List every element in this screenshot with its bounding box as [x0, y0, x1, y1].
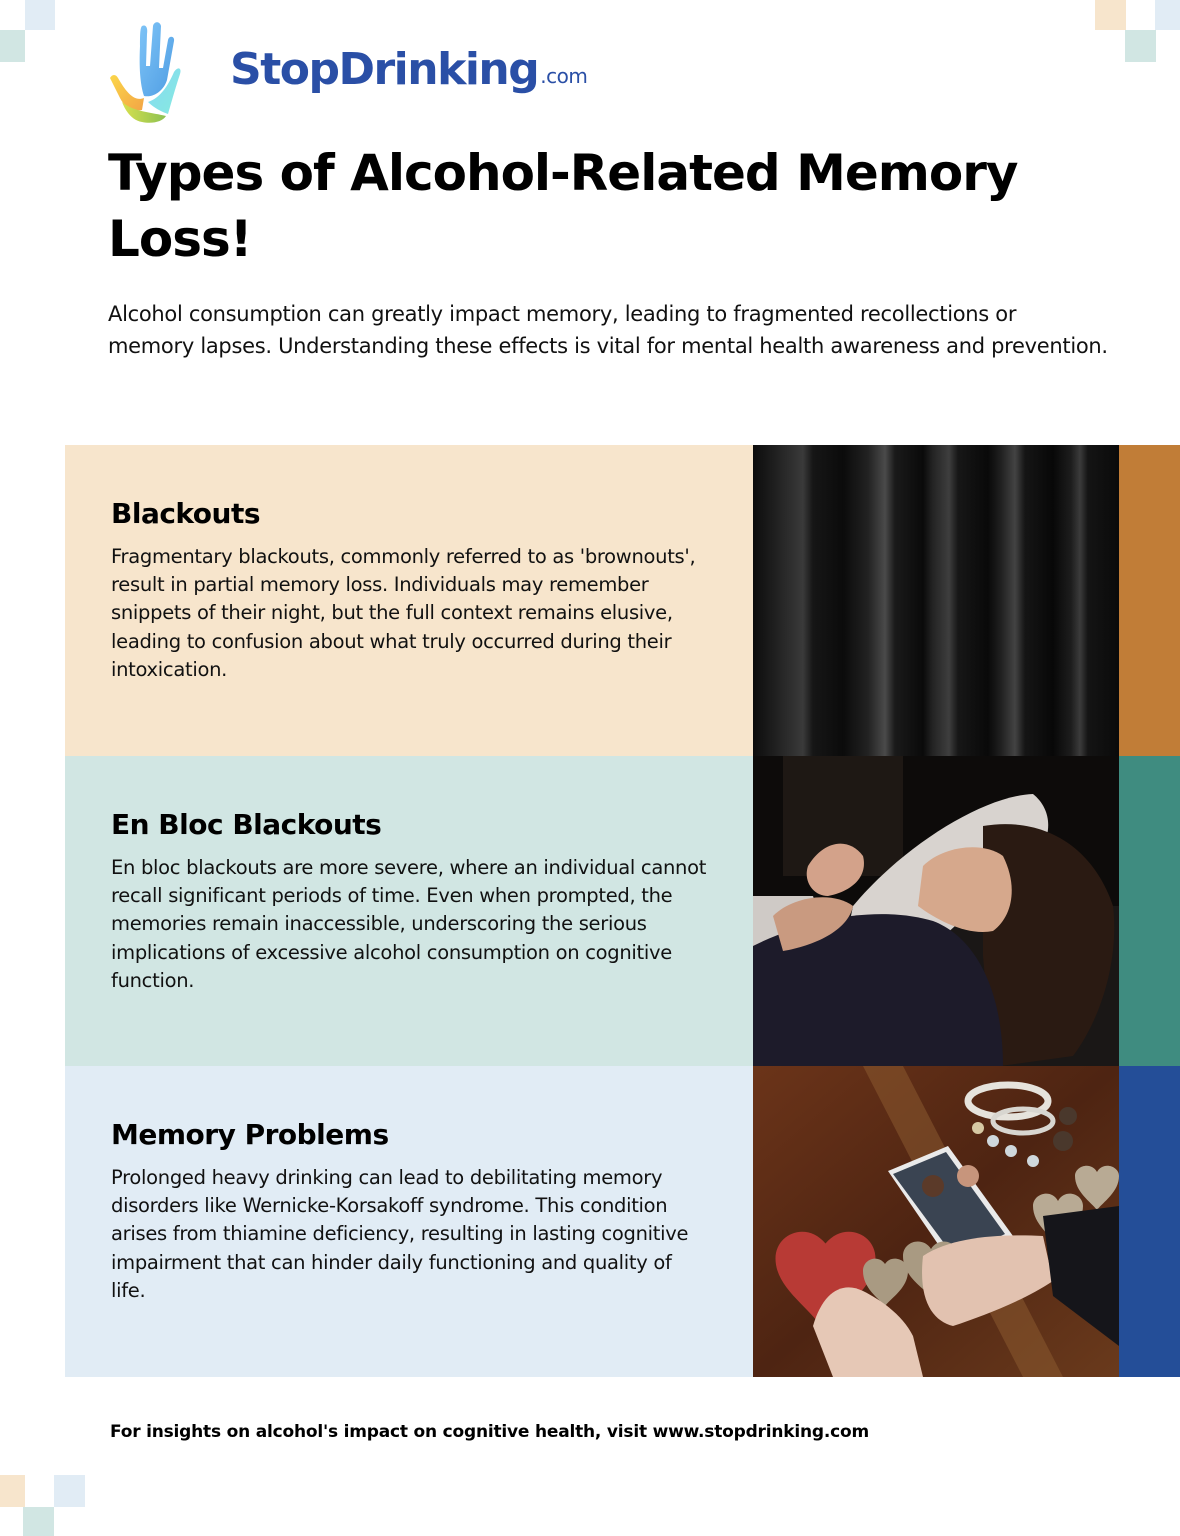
intro-paragraph: Alcohol consumption can greatly impact memory, leading to fragmented recollections or memory lapses. Understanding these effects is vital for mental health awareness and prevention.	[108, 302, 1108, 358]
black-curtain-photo	[753, 445, 1119, 756]
decor-square-bottom-left-blue	[54, 1475, 85, 1507]
decor-square-top-right-peach	[1095, 0, 1126, 30]
section-heading: En Bloc Blackouts	[111, 808, 382, 841]
brand-tld: .com	[540, 64, 588, 88]
section-memory-problems	[65, 1066, 1180, 1377]
section-heading: Memory Problems	[111, 1118, 389, 1151]
sleeping-woman-illustration	[753, 756, 1119, 1067]
section-text-panel	[65, 445, 753, 756]
section-accent-bar	[1119, 445, 1180, 756]
section-text-panel	[65, 756, 753, 1067]
section-accent-bar	[1119, 1066, 1180, 1377]
section-en-bloc-blackouts	[65, 756, 1180, 1067]
decor-square-bottom-left-peach	[0, 1475, 25, 1507]
sleeping-woman-photo	[753, 756, 1119, 1067]
section-heading: Blackouts	[111, 497, 261, 530]
footer-note: For insights on alcohol's impact on cognitive health, visit www.stopdrinking.com	[110, 1422, 869, 1442]
decor-square-top-left-blue	[25, 0, 55, 30]
section-body: Fragmentary blackouts, commonly referred to as 'brownouts', result in partial memory loss. Individuals may remember snippets of their night, but the full context remains elusive, leading to confusion about what truly occurred during their intoxication.	[111, 545, 696, 681]
section-body: Prolonged heavy drinking can lead to debilitating memory disorders like Wernicke-Korsakoff syndrome. This condition arises from thiamine deficiency, resulting in lasting cognitive impairment that can hinder daily functioning and quality of life.	[111, 1166, 689, 1302]
section-text-panel	[65, 1066, 753, 1377]
decor-square-top-right-blue	[1155, 0, 1180, 30]
decor-square-top-right-teal	[1125, 30, 1156, 62]
decor-square-bottom-left-teal	[23, 1507, 54, 1536]
brand-wordmark	[230, 44, 588, 95]
section-accent-bar	[1119, 756, 1180, 1067]
brand-name: StopDrinking	[230, 44, 539, 95]
brand-logo[interactable]	[106, 16, 587, 124]
raised-hand-logo-icon	[106, 16, 214, 124]
broken-hearts-illustration	[753, 1066, 1119, 1377]
page-title: Types of Alcohol-Related Memory Loss!	[108, 144, 1018, 268]
section-body: En bloc blackouts are more severe, where an individual cannot recall significant periods of time. Even when prompted, the memories remain inaccessible, underscoring the serious implications of excessive alcohol consumption on cognitive function.	[111, 856, 707, 992]
section-blackouts	[65, 445, 1180, 756]
broken-hearts-photo	[753, 1066, 1119, 1377]
decor-square-top-left-teal	[0, 30, 25, 62]
